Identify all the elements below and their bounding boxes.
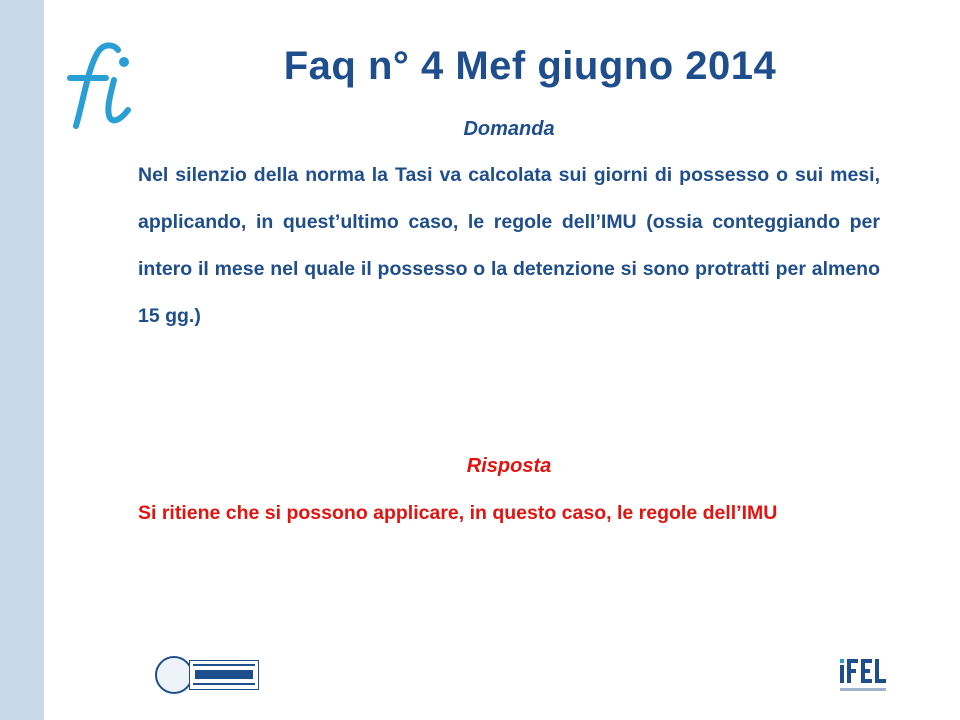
question-heading: Domanda: [463, 118, 555, 140]
slide-title: Faq n° 4 Mef giugno 2014: [283, 44, 777, 88]
side-accent-bar: [0, 0, 44, 720]
ifel-logo-icon: [838, 655, 888, 695]
anutel-logo: [155, 654, 260, 696]
answer-text: Si ritiene che si possono applicare, in questo caso, le regole dell’IMU: [138, 502, 778, 524]
answer-heading: Risposta: [466, 455, 552, 477]
anutel-wordmark-icon: [189, 660, 259, 690]
anutel-seal-icon: [155, 656, 193, 694]
fi-logo-icon: [58, 38, 138, 138]
question-text: Nel silenzio della norma la Tasi va calcolata sui giorni di possesso o sui mesi, applicando, in quest’ultimo caso, le regole dell’IMU (ossia conteggiando per intero il mese nel quale il possesso o la detenzione si sono protratti per almeno 15 gg.): [138, 164, 880, 327]
